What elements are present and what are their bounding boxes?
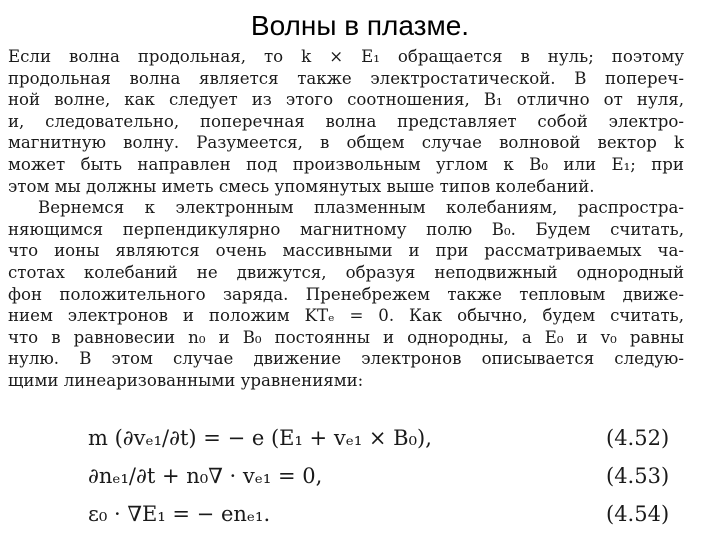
body-paragraph <box>8 46 684 392</box>
text-line: щими линеаризованными уравнениями: <box>8 370 364 390</box>
text-line: Если волна продольная, то k × E₁ обращается в нуль; поэтому <box>8 47 684 66</box>
equation-number: (4.54) <box>606 502 670 526</box>
equation-number: (4.52) <box>606 426 670 450</box>
text-line: няющимся перпендикулярно магнитному полю B₀. Будем считать, <box>8 219 684 239</box>
text-line: может быть направлен под произвольным углом к B₀ или E₁; при <box>8 154 684 174</box>
text-line: фон положительного заряда. Пренебрежем также тепловым движе- <box>8 284 684 304</box>
equation-row <box>0 502 720 538</box>
text-line: Вернемся к электронным плазменным колебаниям, распростра- <box>38 198 684 218</box>
text-line: что в равновесии n₀ и B₀ постоянны и однородны, а E₀ и v₀ равны <box>8 327 684 347</box>
text-line: нием электронов и положим KTₑ = 0. Как обычно, будем считать, <box>8 306 684 326</box>
equation-formula: ∂nₑ₁/∂t + n₀∇ · vₑ₁ = 0, <box>88 464 323 488</box>
equation-row <box>0 426 720 462</box>
text-line: магнитную волну. Разумеется, в общем случае волновой вектор k <box>8 133 684 153</box>
text-line: нулю. В этом случае движение электронов описывается следую- <box>8 349 684 369</box>
equation-number: (4.53) <box>606 464 670 488</box>
text-line: стотах колебаний не движутся, образуя неподвижный однородный <box>8 262 684 282</box>
equation-formula: m (∂vₑ₁/∂t) = − e (E₁ + vₑ₁ × B₀), <box>88 426 432 450</box>
text-line: ной волне, как следует из этого соотношения, B₁ отлично от нуля, <box>8 90 684 110</box>
text-line: продольная волна является также электростатической. В попереч- <box>8 68 684 88</box>
equation-formula: ε₀ · ∇E₁ = − enₑ₁. <box>88 502 271 526</box>
slide-title: Волны в плазме. <box>250 10 470 41</box>
text-line: и, следовательно, поперечная волна представляет собой электро- <box>8 111 684 131</box>
equation-row <box>0 464 720 500</box>
text-line: что ионы являются очень массивными и при рассматриваемых ча- <box>8 241 684 261</box>
text-line: этом мы должны иметь смесь упомянутых выше типов колебаний. <box>8 176 595 196</box>
